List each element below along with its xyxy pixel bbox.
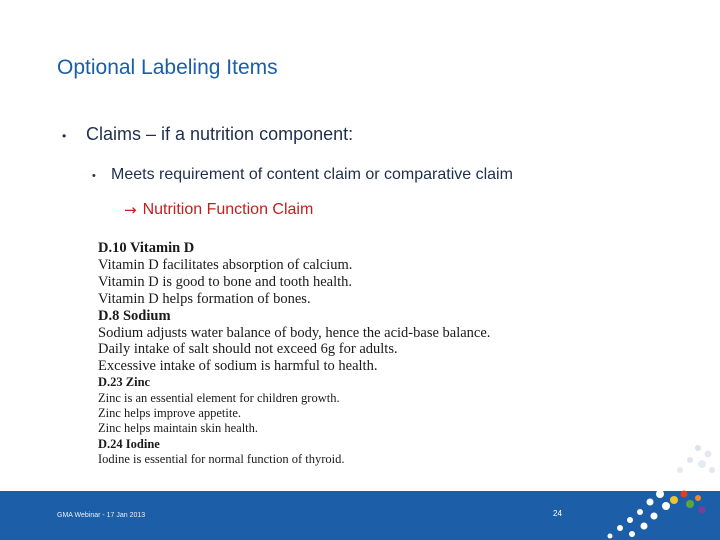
claim-line: Vitamin D facilitates absorption of calcium. [98,256,353,273]
bullet-claims-text: Claims – if a nutrition component: [86,124,354,144]
arrow-right-icon: → [124,201,137,219]
section-iodine [98,437,528,468]
claim-line: Vitamin D is good to bone and tooth health. [98,273,353,290]
page-number: 24 [553,509,562,518]
section-heading: D.24 Iodine [98,436,160,451]
footer-text: GMA Webinar - 17 Jan 2013 [57,512,146,519]
section-heading: D.23 Zinc [98,375,151,390]
decernis-logo-text: DECERNIS [654,518,715,530]
section-sodium [98,308,528,376]
nutrition-function-claim-text: Nutrition Function Claim [142,201,314,218]
claim-line: Iodine is essential for normal function of thyroid. [98,452,345,467]
section-heading: D.8 Sodium [98,307,171,324]
section-zinc [98,375,528,437]
nutrition-function-claim [124,201,313,219]
sub-bullet-requirement [92,166,513,184]
bullet-icon: • [62,129,67,143]
section-heading: D.10 Vitamin D [98,240,195,256]
sub-bullet-requirement-text: Meets requirement of content claim or comparative claim [111,166,513,183]
slide-title: Optional Labeling Items [57,56,278,79]
claim-line: Zinc helps maintain skin health. [98,421,259,436]
claim-line: Zinc helps improve appetite. [98,406,242,421]
claim-line: Vitamin D helps formation of bones. [98,290,311,307]
claim-line: Zinc is an essential element for children growth. [98,390,340,405]
bullet-icon: • [92,170,96,182]
bullet-claims [62,124,353,145]
claim-line: Excessive intake of sodium is harmful to health. [98,358,378,375]
section-vitamin-d [98,240,528,308]
scanned-claims-excerpt [98,240,528,468]
claim-line: Sodium adjusts water balance of body, hence the acid-base balance. [98,324,491,341]
claim-line: Daily intake of salt should not exceed 6g for adults. [98,341,398,358]
